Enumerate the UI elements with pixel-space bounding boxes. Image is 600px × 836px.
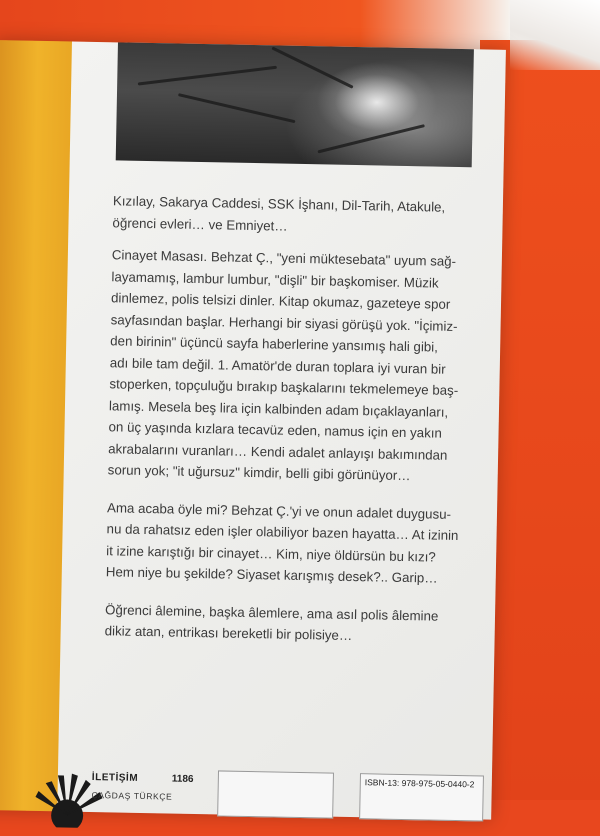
barcode-box [217, 770, 334, 818]
blurb-paragraph-4 [104, 599, 479, 649]
blurb-line: dikiz atan, entrikası bereketli bir polisiye… [104, 623, 353, 643]
blurb-paragraph-1 [112, 190, 487, 240]
blurb-line: layamamış, lambur lumbur, "dişli" bir başkomiser. Müzik [111, 268, 439, 291]
blurb-paragraph-2 [108, 244, 486, 488]
blurb-line: dinlemez, polis telsizi dinler. Kitap okumaz, gazeteye spor [110, 290, 451, 312]
blurb-line: stoperken, topçuluğu bırakıp başkalarını tekmelemeye baş- [109, 376, 459, 398]
blurb-line: adı bile tam değil. 1. Amatör'de duran toplara iyi vuran bir [109, 354, 446, 377]
cover-footer [57, 759, 492, 827]
catalog-number: 1186 [171, 773, 194, 785]
blurb-text [104, 190, 487, 660]
blurb-line: it izine karıştığı bir cinayet… Kim, niye öldürsün bu kızı? [106, 542, 436, 565]
photo-branch [138, 66, 277, 86]
photo-branch [271, 46, 353, 88]
photo-branch [178, 93, 296, 123]
blurb-line: Hem niye bu şekilde? Siyaset karışmış desek?.. Garip… [105, 564, 438, 586]
blurb-line: Öğrenci âlemine, başka âlemlere, ama asıl polis âlemine [104, 601, 439, 624]
isbn-box [359, 773, 484, 821]
blurb-paragraph-3 [106, 497, 482, 590]
blurb-line: lamış. Mesela beş lira için kalbinden adam bıçaklayanları, [108, 397, 449, 420]
blurb-line: sayfasından başlar. Herhangi bir siyasi görüşü yok. "İçimiz- [110, 311, 458, 334]
back-cover-panel [57, 41, 506, 819]
blurb-line: Cinayet Masası. Behzat Ç., "yeni müktesebata" uyum sağ- [111, 247, 457, 269]
blurb-line: Ama acaba öyle mi? Behzat Ç.'yi ve onun adalet duygusu- [106, 499, 452, 522]
blurb-line: sorun yok; "it uğursuz" kimdir, belli gibi görünüyor… [107, 462, 411, 484]
book-back-cover [0, 40, 506, 820]
blurb-line: Kızılay, Sakarya Caddesi, SSK İşhanı, Dil-Tarih, Atakule, [112, 193, 446, 215]
cover-photo [116, 42, 474, 167]
photo-branch [317, 124, 424, 153]
blurb-line: on üç yaşında kızlara tecavüz eden, namus için en yakın [108, 419, 443, 441]
series-name: ÇAĞDAŞ TÜRKÇE [91, 790, 173, 802]
publisher-name: İLETİŞİM [91, 772, 139, 784]
background-white-object [510, 0, 600, 70]
blurb-line: nu da rahatsız eden işler olabiliyor bazen hayatta… At izinin [106, 521, 459, 544]
blurb-line: öğrenci evleri… ve Emniyet… [112, 214, 288, 234]
isbn-number: ISBN-13: 978-975-05-0440-2 [364, 777, 475, 790]
blurb-line: akrabalarını vuranları… Kendi adalet anlayışı bakımından [108, 440, 448, 463]
blurb-line: den birinin" üçüncü sayfa haberlerine yansımış hali gibi, [110, 333, 439, 355]
